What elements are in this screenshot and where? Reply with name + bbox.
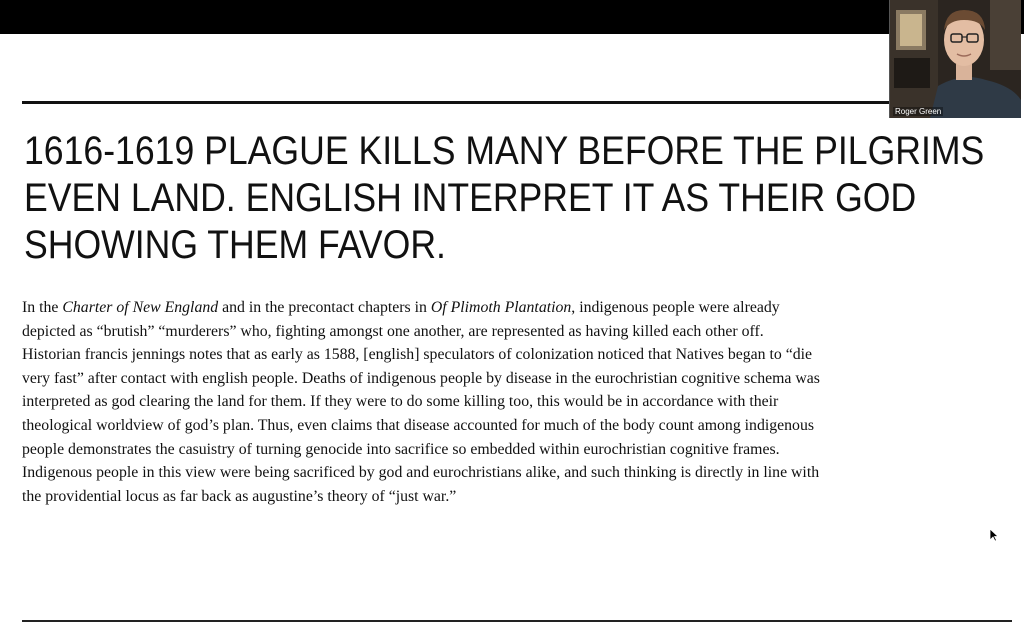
mouse-pointer-icon [989, 528, 999, 542]
slide-bottom-rule [22, 620, 1012, 622]
body-line: theological worldview of god’s plan. Thus, even claims that disease accounted for much of the body count among indigenous [22, 416, 814, 434]
body-text-segment: and in the precontact chapters in [218, 299, 431, 316]
slide-title-line: SHOWING THEM FAVOR. [24, 223, 446, 267]
body-line: Historian francis jennings notes that as early as 1588, [english] speculators of colonization noticed that Natives began to “die [22, 346, 813, 364]
top-black-bar [0, 0, 1024, 34]
body-italic-title: Of Plimoth Plantation [430, 299, 572, 316]
body-line: very fast” after contact with english people. Deaths of indigenous people by disease in the eurochristian cognitive schema was [22, 369, 820, 387]
body-line: the providential locus as far back as augustine’s theory of “just war.” [22, 487, 457, 505]
slide-title-line: 1616-1619 PLAGUE KILLS MANY BEFORE THE PILGRIMS [24, 129, 985, 173]
participant-video-feed [890, 0, 1021, 118]
participant-name-label: Roger Green [895, 107, 942, 116]
participant-video-tile[interactable] [889, 0, 1021, 118]
body-text-segment: , indigenous people were already [571, 299, 780, 316]
body-line [22, 296, 1022, 320]
body-line: people demonstrates the casuistry of turning genocide into sacrifice so embedded within eurochristian cognitive frames. [22, 440, 780, 458]
slide-body-text [22, 296, 1022, 508]
slide-title [24, 128, 985, 269]
body-line: depicted as “brutish” “murderers” who, fighting amongst one another, are represented as having killed each other off. [22, 322, 764, 340]
body-text-segment: In the [22, 299, 63, 316]
slide-title-line: EVEN LAND. ENGLISH INTERPRET IT AS THEIR GOD [24, 176, 917, 220]
body-line: Indigenous people in this view were being sacrificed by god and eurochristians alike, and such thinking is directly in line with [22, 464, 820, 482]
body-line: interpreted as god clearing the land for them. If they were to do some killing too, this would be in accordance with their [22, 393, 779, 411]
slide-top-rule [22, 101, 1012, 104]
body-italic-title: Charter of New England [62, 299, 219, 316]
